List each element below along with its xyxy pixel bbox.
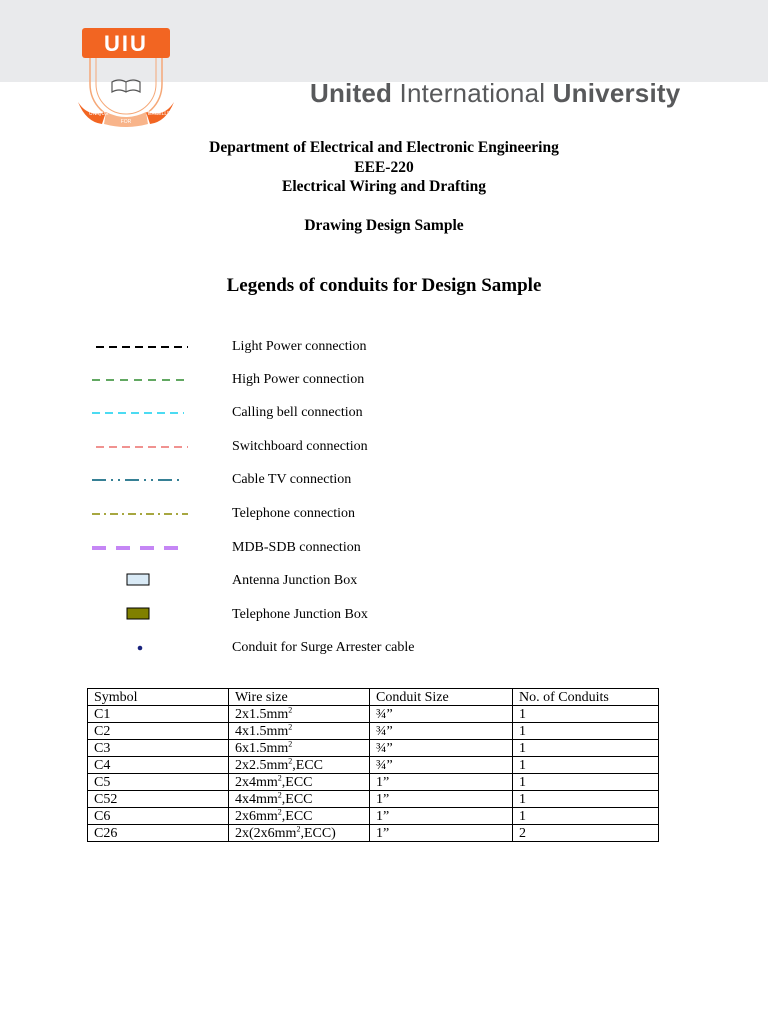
table-header-row (88, 689, 659, 706)
legend-row-switchboard (0, 437, 768, 457)
cell-conduit-size: ¾” (370, 706, 513, 723)
cell-conduit-size: 1” (370, 808, 513, 825)
cell-conduit-size: 1” (370, 774, 513, 791)
svg-text:UIU: UIU (104, 31, 148, 56)
cell-conduit-size: 1” (370, 825, 513, 842)
light-power-line-symbol (88, 337, 192, 357)
cell-symbol: C1 (88, 706, 229, 723)
cell-wire-size: $2x4mm^2,ECC$ (229, 774, 370, 791)
cell-symbol: C26 (88, 825, 229, 842)
header-symbol: Symbol (88, 689, 229, 706)
cell-conduit-size: ¾” (370, 723, 513, 740)
header-wire-size: Wire size (229, 689, 370, 706)
telephone-line-symbol (88, 504, 192, 524)
cell-count: 1 (513, 774, 659, 791)
university-name-word-1: United (310, 78, 393, 108)
cell-count: 1 (513, 791, 659, 808)
cell-wire-size: $4x1.5mm^2$ (229, 723, 370, 740)
cell-symbol: C6 (88, 808, 229, 825)
cell-symbol: C2 (88, 723, 229, 740)
cell-symbol: C4 (88, 757, 229, 774)
svg-text:FOR: FOR (120, 119, 132, 125)
table-row (88, 706, 659, 723)
cell-wire-size: $2x2.5mm^2,ECC$ (229, 757, 370, 774)
table-row (88, 825, 659, 842)
svg-text:UNIQUE: UNIQUE (89, 111, 109, 117)
table-row (88, 740, 659, 757)
heading-gap (0, 197, 768, 217)
legend-label: Conduit for Surge Arrester cable (232, 640, 415, 655)
legend-row-antenna-box (0, 571, 768, 591)
cell-wire-size: $2x(2x6mm^2,ECC)$ (229, 825, 370, 842)
calling-bell-line-symbol (88, 403, 192, 423)
cell-conduit-size: ¾” (370, 757, 513, 774)
legend-row-surge-conduit (0, 638, 768, 658)
heading-block (0, 138, 768, 236)
table-row (88, 774, 659, 791)
cell-count: 1 (513, 808, 659, 825)
legend-row-mdb-sdb (0, 538, 768, 558)
course-code: EEE-220 (354, 158, 414, 176)
legend-row-telephone-box (0, 605, 768, 625)
university-name (310, 76, 680, 110)
cell-symbol: C52 (88, 791, 229, 808)
table-row (88, 808, 659, 825)
conduit-table (87, 688, 659, 842)
legend-row-telephone (0, 504, 768, 524)
course-name: Electrical Wiring and Drafting (282, 178, 486, 195)
cell-wire-size: $4x4mm^2,ECC$ (229, 791, 370, 808)
legend-label: Telephone connection (232, 506, 356, 521)
cell-count: 2 (513, 825, 659, 842)
legend-label: Calling bell connection (232, 405, 363, 420)
cell-wire-size: $2x6mm^2,ECC$ (229, 808, 370, 825)
cell-wire-size: $6x1.5mm^2$ (229, 740, 370, 757)
cable-tv-line-symbol (88, 470, 192, 490)
telephone-junction-box-symbol (88, 605, 192, 625)
surge-arrester-dot-symbol (88, 638, 192, 658)
university-name-word-2: International (399, 78, 546, 108)
antenna-junction-box-symbol (88, 571, 192, 591)
legend-label: High Power connection (232, 372, 365, 387)
legend-heading: Legends of conduits for Design Sample (226, 275, 542, 296)
table-row (88, 791, 659, 808)
legend-label: Light Power connection (232, 339, 367, 354)
high-power-line-symbol (88, 370, 192, 390)
cell-count: 1 (513, 740, 659, 757)
department-title: Department of Electrical and Electronic Engineering (209, 139, 559, 156)
cell-conduit-size: ¾” (370, 740, 513, 757)
legend-label: Telephone Junction Box (232, 607, 368, 622)
cell-count: 1 (513, 706, 659, 723)
table-row (88, 757, 659, 774)
document-title: Drawing Design Sample (304, 217, 464, 234)
legend-row-light-power (0, 337, 768, 357)
legend-row-high-power (0, 370, 768, 390)
legend-row-calling-bell (0, 403, 768, 423)
svg-text:EXCELLENCE: EXCELLENCE (148, 111, 182, 117)
cell-conduit-size: 1” (370, 791, 513, 808)
header-no-of-conduits: No. of Conduits (513, 689, 659, 706)
legend-label: MDB-SDB connection (232, 540, 361, 555)
university-name-word-3: University (552, 78, 681, 108)
legend-row-cable-tv (0, 470, 768, 490)
cell-symbol: C5 (88, 774, 229, 791)
legend-label: Antenna Junction Box (232, 573, 358, 588)
legend-label: Cable TV connection (232, 472, 352, 487)
cell-symbol: C3 (88, 740, 229, 757)
legend-label: Switchboard connection (232, 439, 368, 454)
mdb-sdb-line-symbol (88, 538, 192, 558)
table-row (88, 723, 659, 740)
cell-wire-size: $2x1.5mm^2$ (229, 706, 370, 723)
cell-count: 1 (513, 757, 659, 774)
header-conduit-size: Conduit Size (370, 689, 513, 706)
uiu-logo (76, 26, 182, 128)
cell-count: 1 (513, 723, 659, 740)
switchboard-line-symbol (88, 437, 192, 457)
